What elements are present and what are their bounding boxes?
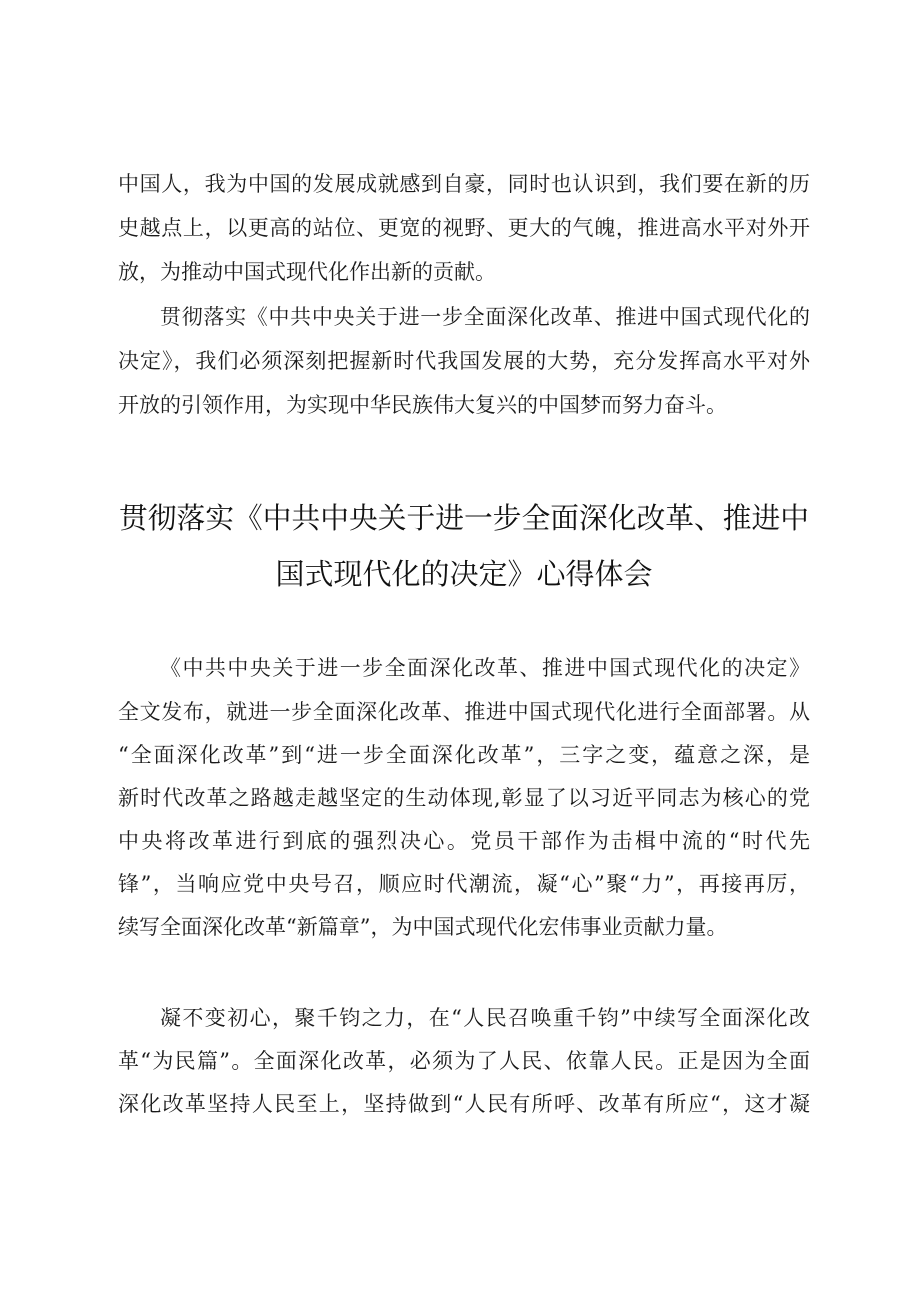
body2-line-3: 深化改革坚持人民至上，坚持做到“人民有所呼、改革有所应“，这才凝: [118, 1092, 810, 1116]
closing-line-3: 开放的引领作用，为实现中华民族伟大复兴的中国梦而努力奋斗。: [118, 393, 727, 417]
body2-line-2: 革“为民篇”。全面深化改革，必须为了人民、依靠人民。正是因为全面: [118, 1049, 810, 1073]
body1-line-6: 锋”，当响应党中央号召，顺应时代潮流，凝“心”聚“力”，再接再厉，: [118, 872, 810, 896]
body1-line-3: “全面深化改革”到“进一步全面深化改革”，三字之变，蕴意之深，是: [118, 743, 810, 767]
body1-line-5: 中央将改革进行到底的强烈决心。党员干部作为击楫中流的“时代先: [118, 829, 810, 853]
article-title-line-1: 贯彻落实《中共中央关于进一步全面深化改革、推进中: [119, 501, 809, 535]
article-title-line-2: 国式现代化的决定》心得体会: [275, 557, 653, 591]
closing-line-2: 决定》，我们必须深刻把握新时代我国发展的大势，充分发挥高水平对外: [118, 349, 810, 373]
closing-line-1: 贯彻落实《中共中央关于进一步全面深化改革、推进中国式现代化的: [160, 305, 810, 329]
body1-line-7: 续写全面深化改革“新篇章”，为中国式现代化宏伟事业贡献力量。: [118, 915, 728, 939]
body1-line-1: 《中共中央关于进一步全面深化改革、推进中国式现代化的决定》: [160, 656, 810, 680]
body2-line-1: 凝不变初心，聚千钧之力，在“人民召唤重千钧”中续写全面深化改: [160, 1006, 810, 1030]
body1-line-4: 新时代改革之路越走越坚定的生动体现,彰显了以习近平同志为核心的党: [118, 786, 810, 810]
intro-line-3: 放，为推动中国式现代化作出新的贡献。: [118, 260, 496, 284]
body1-line-2: 全文发布，就进一步全面深化改革、推进中国式现代化进行全面部署。从: [118, 700, 810, 724]
intro-line-2: 史越点上，以更高的站位、更宽的视野、更大的气魄，推进高水平对外开: [118, 216, 810, 240]
intro-line-1: 中国人，我为中国的发展成就感到自豪，同时也认识到，我们要在新的历: [118, 172, 810, 196]
